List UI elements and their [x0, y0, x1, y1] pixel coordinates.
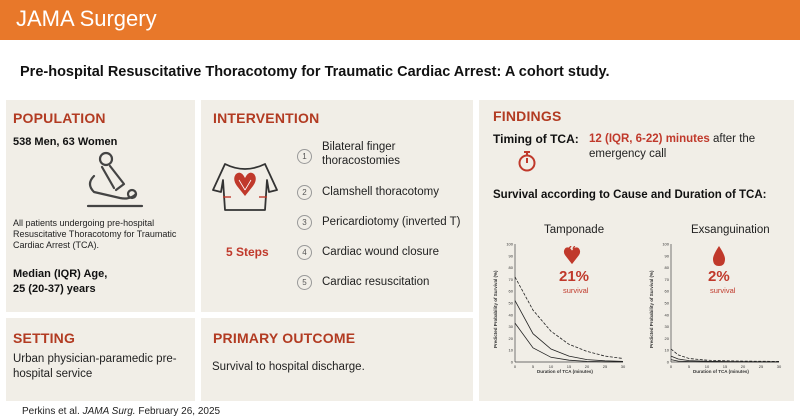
chart-title: Tamponade [544, 224, 605, 236]
intervention-heading: INTERVENTION [213, 110, 320, 126]
y-tick-label: 90 [664, 253, 669, 259]
step-label: Clamshell thoracotomy [322, 186, 439, 198]
step-number: 1 [297, 149, 312, 164]
step-number: 5 [297, 275, 312, 290]
population-counts: 538 Men, 63 Women [13, 136, 118, 148]
torso-heart-icon [209, 160, 281, 212]
population-panel [6, 100, 195, 312]
tamponade-survival-value: 21% [559, 268, 590, 285]
age-label: Median (IQR) Age, [13, 268, 108, 280]
y-tick-label: 40 [664, 312, 669, 318]
setting-text: Urban physician-paramedic pre-hospital service [13, 353, 177, 380]
citation-date: February 26, 2025 [138, 406, 221, 417]
x-tick-label: 5 [531, 364, 535, 369]
journal-header-bar [0, 0, 800, 40]
citation-authors: Perkins et al. [22, 406, 80, 417]
x-tick-label: 0 [669, 364, 673, 369]
heart-icon [563, 246, 581, 266]
x-tick-label: 10 [548, 364, 554, 369]
survival-heading: Survival according to Cause and Duration of TCA: [493, 189, 767, 201]
y-tick-label: 10 [508, 347, 513, 353]
chart-xlabel: Duration of TCA (minutes) [537, 369, 593, 374]
blood-drop-icon [711, 245, 727, 267]
population-age [13, 267, 193, 297]
findings-panel [479, 100, 794, 401]
x-tick-label: 25 [758, 364, 764, 369]
step-label: Bilateral finger thoracostomies [322, 141, 400, 167]
y-tick-label: 80 [508, 265, 513, 271]
exsanguination-survival-label: survival [710, 286, 736, 295]
series-line [671, 349, 779, 361]
x-tick-label: 15 [566, 364, 572, 369]
chart-xlabel: Duration of TCA (minutes) [693, 369, 749, 374]
timing-text [589, 132, 789, 162]
y-tick-label: 30 [508, 324, 513, 330]
primary-outcome-panel [201, 318, 473, 401]
y-tick-label: 100 [506, 241, 513, 247]
study-title: Pre-hospital Resuscitative Thoracotomy for Traumatic Cardiac Arrest: A cohort study. [20, 64, 610, 80]
y-tick-label: 50 [508, 300, 513, 306]
y-tick-label: 100 [662, 241, 669, 247]
timing-rest: after the emergency call [589, 133, 756, 160]
journal-name: JAMA Surgery [16, 6, 157, 31]
y-tick-label: 30 [664, 324, 669, 330]
chart-ylabel: Predicted Probability of Survival (%) [649, 270, 654, 348]
citation [22, 406, 220, 417]
y-tick-label: 50 [664, 300, 669, 306]
findings-heading: FINDINGS [493, 108, 562, 124]
intervention-panel [201, 100, 473, 312]
timing-value: 12 (IQR, 6-22) minutes [589, 133, 710, 145]
step-number: 2 [297, 185, 312, 200]
y-tick-label: 10 [664, 347, 669, 353]
primary-outcome-text: Survival to hospital discharge. [212, 361, 365, 373]
y-tick-label: 90 [508, 253, 513, 259]
step-number: 4 [297, 245, 312, 260]
cpr-icon [80, 150, 148, 212]
y-tick-label: 80 [664, 265, 669, 271]
exsanguination-survival-value: 2% [708, 268, 730, 285]
chart-title: Exsanguination [691, 224, 770, 236]
y-tick-label: 0 [666, 359, 669, 365]
x-tick-label: 0 [513, 364, 517, 369]
y-tick-label: 20 [508, 335, 513, 341]
y-tick-label: 60 [508, 288, 513, 294]
timing-label: Timing of TCA: [493, 132, 579, 146]
setting-heading: SETTING [13, 330, 76, 346]
stopwatch-icon [517, 150, 537, 172]
y-tick-label: 0 [510, 359, 513, 365]
step-label: Cardiac resuscitation [322, 276, 430, 288]
y-tick-label: 40 [508, 312, 513, 318]
chart-ylabel: Predicted Probability of Survival (%) [493, 270, 498, 348]
x-tick-label: 20 [740, 364, 746, 369]
x-tick-label: 30 [776, 364, 782, 369]
y-tick-label: 70 [508, 276, 513, 282]
step-number: 3 [297, 215, 312, 230]
x-tick-label: 30 [620, 364, 626, 369]
age-value: 25 (20-37) years [13, 283, 96, 295]
population-description: All patients undergoing pre-hospital Resuscitative Thoracotomy for Traumatic Cardiac Arrest (TCA). [13, 218, 177, 250]
x-tick-label: 25 [602, 364, 608, 369]
tamponade-survival-label: survival [563, 286, 589, 295]
x-tick-label: 10 [704, 364, 710, 369]
x-tick-label: 20 [584, 364, 590, 369]
x-tick-label: 15 [722, 364, 728, 369]
step-label: Cardiac wound closure [322, 246, 439, 258]
series-line [515, 301, 623, 362]
setting-panel [6, 318, 195, 401]
population-heading: POPULATION [13, 110, 106, 126]
y-tick-label: 20 [664, 335, 669, 341]
primary-outcome-heading: PRIMARY OUTCOME [213, 330, 356, 346]
step-label: Pericardiotomy (inverted T) [322, 216, 461, 228]
y-tick-label: 70 [664, 276, 669, 282]
steps-label: 5 Steps [226, 245, 269, 259]
y-tick-label: 60 [664, 288, 669, 294]
x-tick-label: 5 [687, 364, 691, 369]
citation-journal: JAMA Surg. [82, 406, 136, 417]
